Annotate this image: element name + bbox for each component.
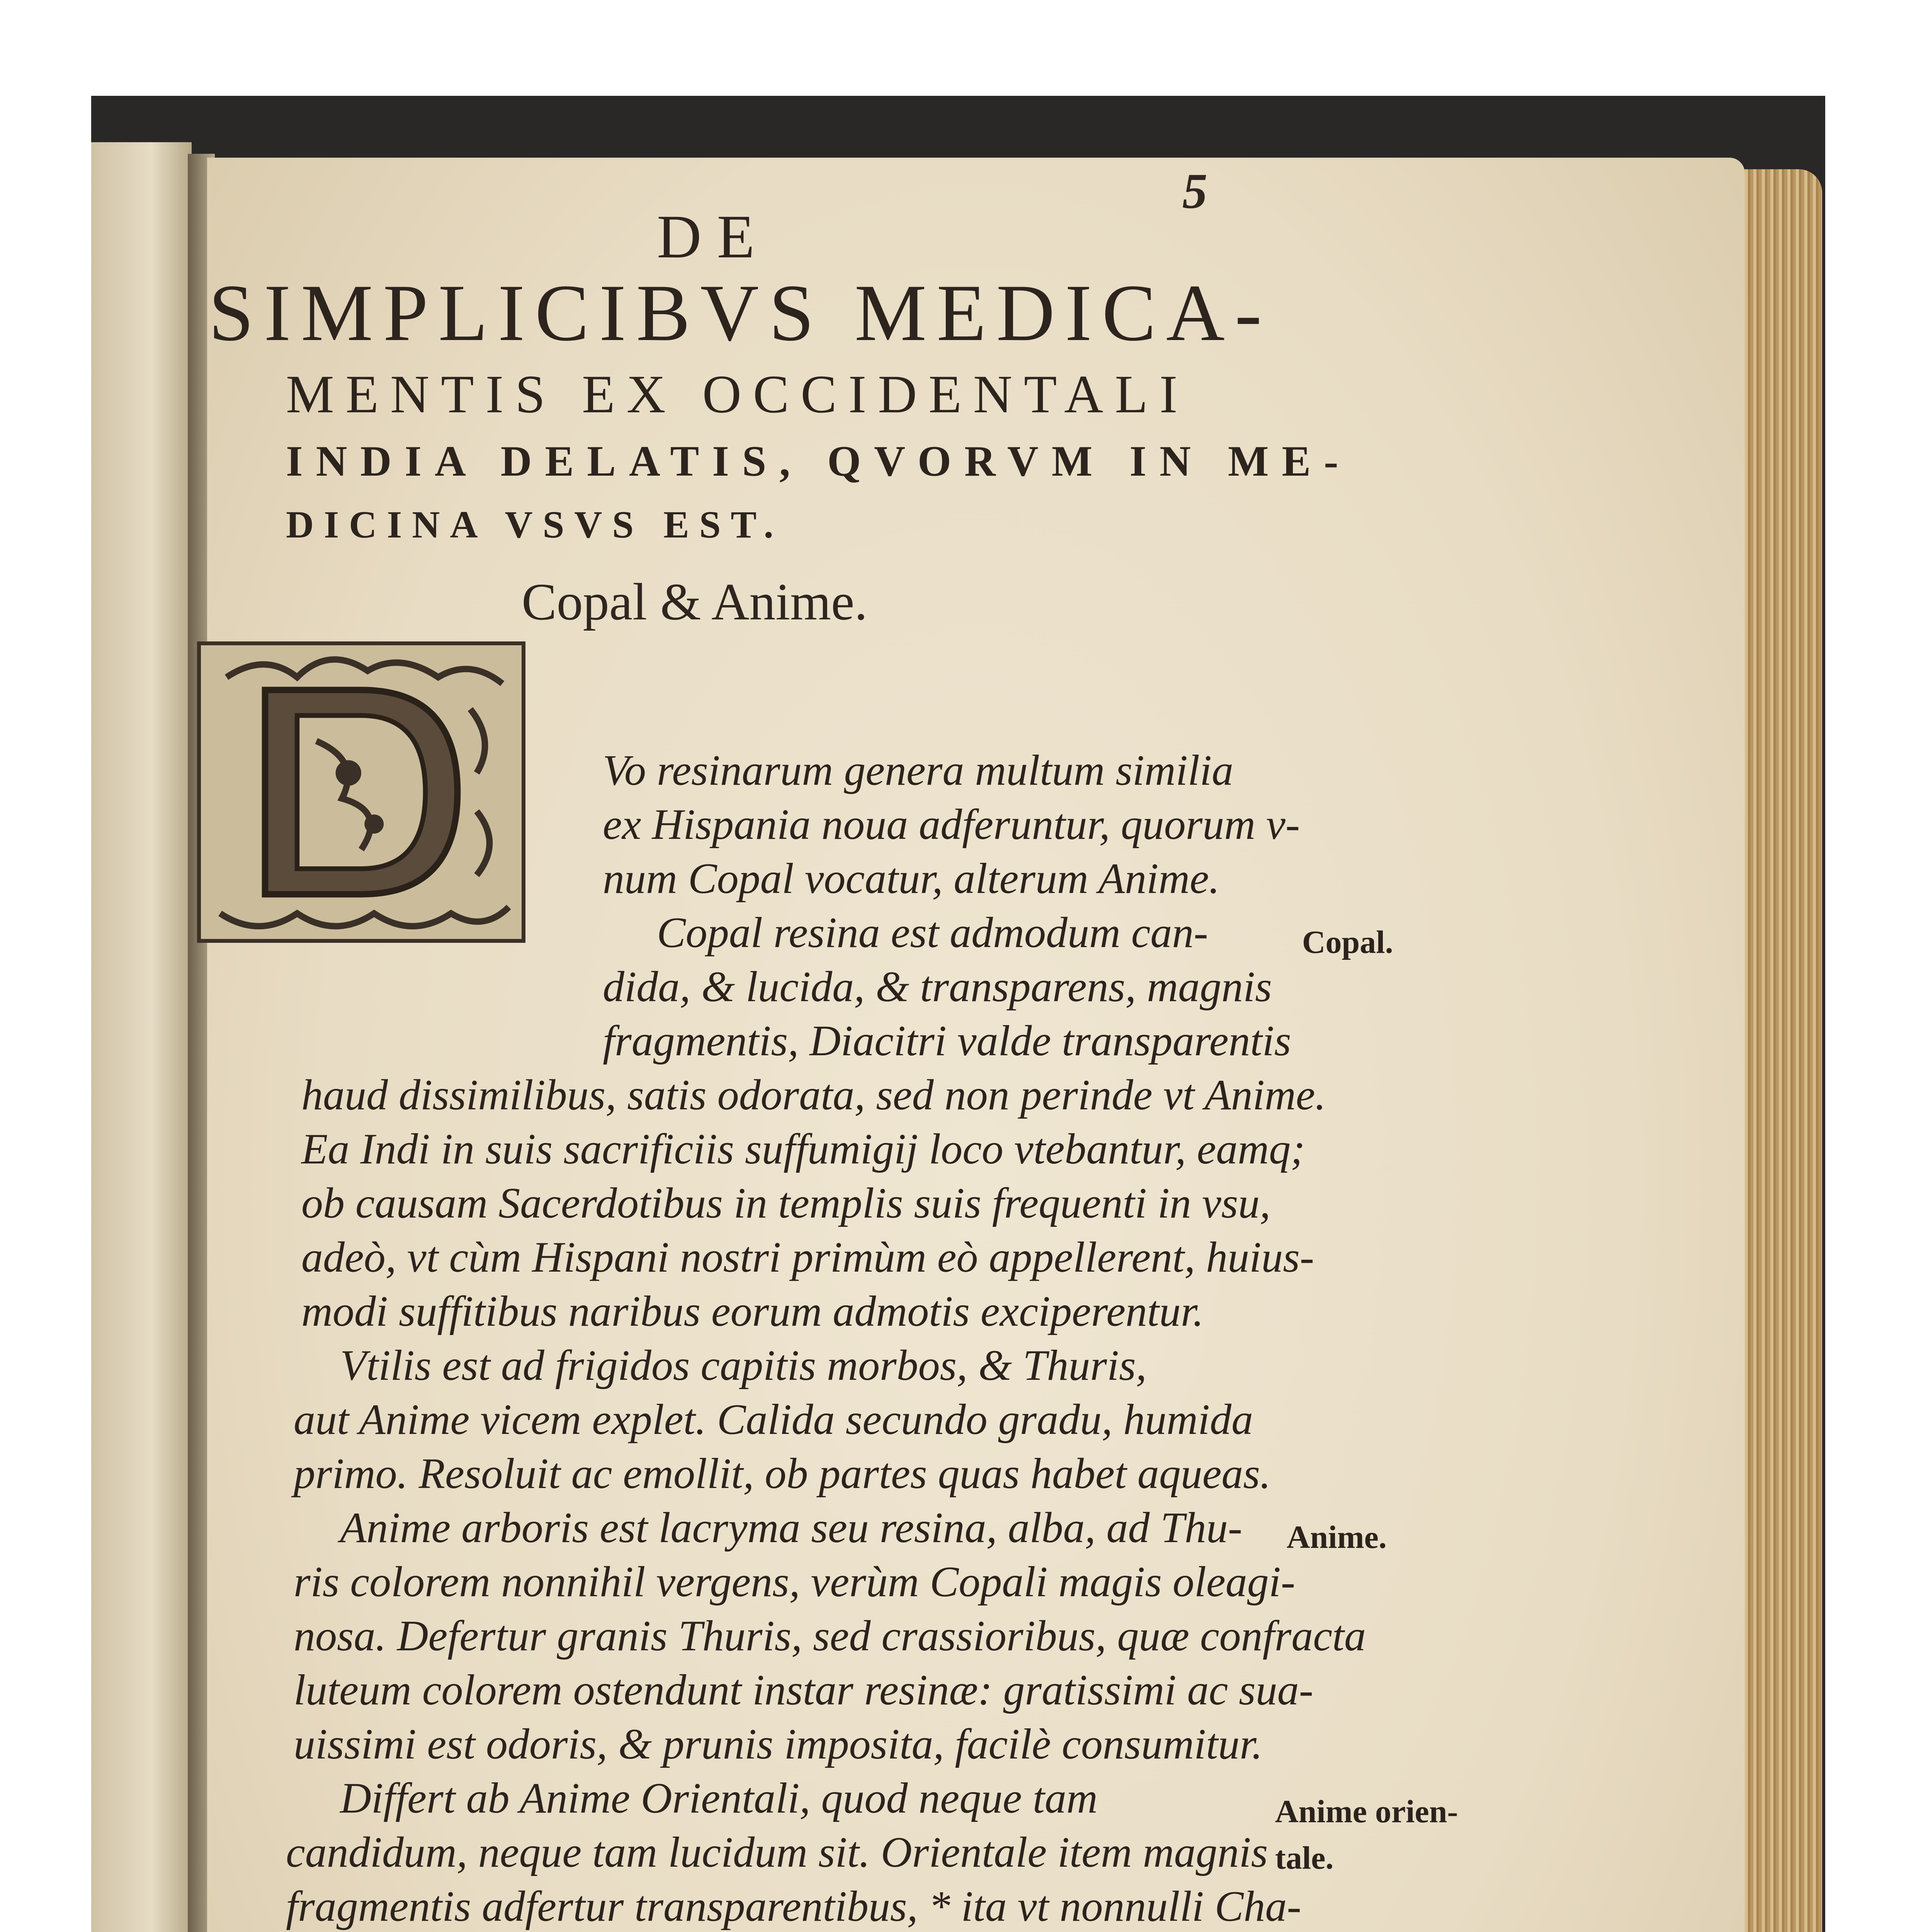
heading-line-1: SIMPLICIBVS MEDICA- <box>209 268 1272 358</box>
page-fore-edge <box>1733 169 1822 1932</box>
text-line: dida, & lucida, & transparens, magnis <box>603 963 1272 1011</box>
text-line: aut Anime vicem explet. Calida secundo gradu, humida <box>294 1396 1253 1444</box>
text-line: fragmentis, Diacitri valde transparentis <box>603 1017 1291 1065</box>
margin-note-anime: Anime. <box>1287 1519 1387 1555</box>
text-line: primo. Resoluit ac emollit, ob partes quas habet aqueas. <box>294 1450 1271 1498</box>
heading-de: DE <box>657 202 770 271</box>
text-line: Vtilis est ad frigidos capitis morbos, & Thuris, <box>340 1342 1147 1389</box>
section-title: Copal & Anime. <box>522 573 868 631</box>
text-line: candidum, neque tam lucidum sit. Orientale item magnis <box>286 1828 1268 1876</box>
margin-note-anime-orientale-cont: tale. <box>1275 1840 1334 1876</box>
text-line: nosa. Defertur granis Thuris, sed crassioribus, quæ confracta <box>294 1612 1366 1660</box>
heading-line-3: INDIA DELATIS, QVORVM IN ME- <box>286 437 1352 485</box>
margin-note-anime-orientale: Anime orien- <box>1275 1794 1458 1830</box>
text-line: ex Hispania noua adferuntur, quorum v- <box>603 801 1300 849</box>
heading-line-4: DICINA VSVS EST. <box>286 503 784 546</box>
text-line: adeò, vt cùm Hispani nostri primùm eò appellerent, huius- <box>301 1233 1314 1281</box>
text-line: num Copal vocatur, alterum Anime. <box>603 855 1220 903</box>
page-number: 5 <box>1182 163 1207 219</box>
text-line: ob causam Sacerdotibus in templis suis frequenti in vsu, <box>301 1179 1271 1227</box>
heading-line-2: MENTIS EX OCCIDENTALI <box>286 364 1189 424</box>
text-line: fragmentis adfertur transparentibus, * ita vt nonnulli Cha- <box>286 1883 1301 1930</box>
text-line: Vo resinarum genera multum similia <box>603 747 1234 794</box>
text-line: Copal resina est admodum can- <box>657 909 1208 957</box>
text-line: uissimi est odoris, & prunis imposita, facilè consumitur. <box>294 1720 1263 1768</box>
text-line: Anime arboris est lacryma seu resina, alba, ad Thu- <box>340 1504 1243 1552</box>
text-line: haud dissimilibus, satis odorata, sed non perinde vt Anime. <box>301 1071 1326 1119</box>
margin-note-copal: Copal. <box>1302 924 1393 960</box>
text-line: Differt ab Anime Orientali, quod neque tam <box>340 1774 1098 1822</box>
text-line: Ea Indi in suis sacrificiis suffumigij loco vtebantur, eamq; <box>301 1125 1305 1173</box>
text-line: luteum colorem ostendunt instar resinæ: gratissimi ac sua- <box>294 1666 1314 1714</box>
text-line: ris colorem nonnihil vergens, verùm Copali magis oleagi- <box>294 1558 1295 1606</box>
left-page-edge <box>91 142 192 1932</box>
decorated-initial-d <box>197 641 525 943</box>
text-line: modi suffitibus naribus eorum admotis exciperentur. <box>301 1287 1204 1335</box>
